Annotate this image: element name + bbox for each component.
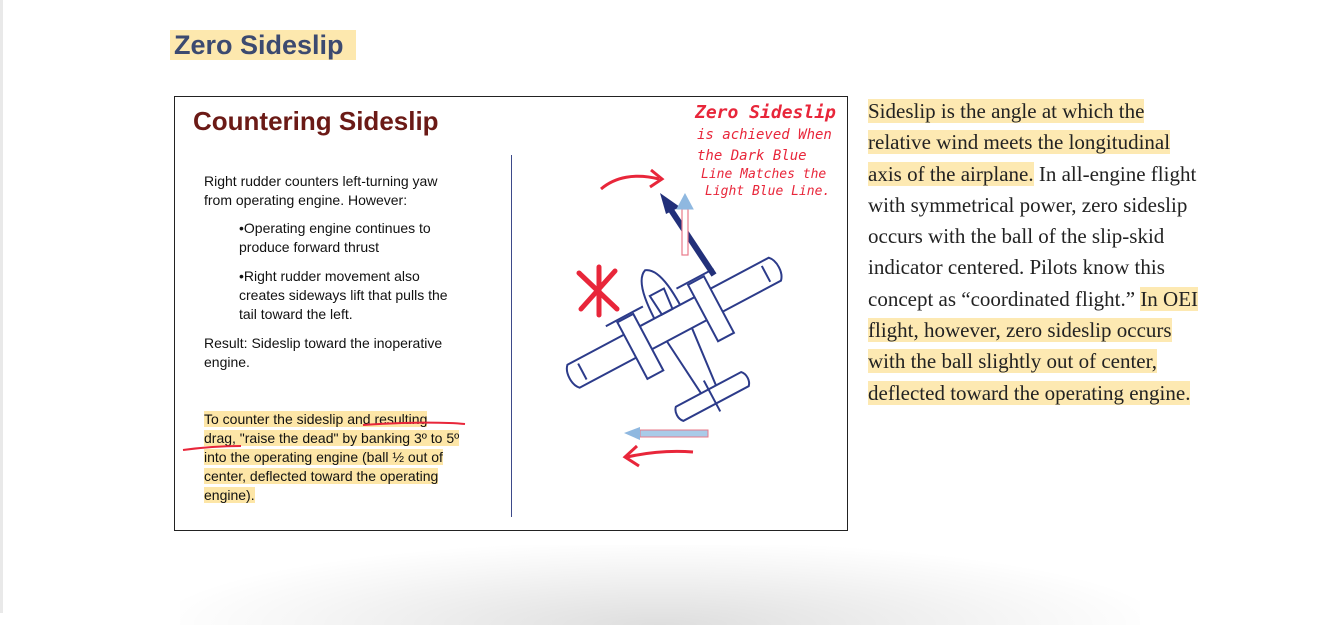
slide-intro-line: from operating engine. However:: [204, 192, 408, 208]
annotation-line: Light Blue Line.: [705, 184, 831, 199]
explanation-paragraph: [868, 96, 1208, 409]
red-underline: [183, 446, 241, 450]
bullet-line: tail toward the left.: [239, 306, 353, 322]
counter-line: center, deflected toward the operating: [204, 468, 439, 484]
handwritten-annotation: [694, 102, 836, 199]
counter-line: engine).: [204, 487, 255, 503]
bullet-line: creates sideways lift that pulls the: [239, 287, 448, 303]
airplane-icon: [555, 214, 826, 467]
counter-line: To counter the sideslip and resulting: [204, 411, 428, 427]
slide-divider: [511, 155, 512, 517]
result-line: engine.: [204, 354, 250, 370]
light-blue-arrow-tail: [624, 427, 708, 440]
red-arrow-left: [627, 451, 693, 457]
page-edge: [0, 0, 3, 613]
highlighted-oei-note: In OEI flight, however, zero sideslip occurs with the ball slightly out of center, deflected toward the operating engine.: [868, 286, 1199, 405]
slide-title: Countering Sideslip: [193, 106, 439, 136]
annotation-line: Line Matches the: [701, 167, 827, 182]
red-x-mark: [579, 267, 617, 315]
bullet-line: •Right rudder movement also: [239, 268, 420, 284]
page-title-text: Zero Sideslip: [170, 30, 356, 60]
highlighted-definition: Sideslip is the angle at which the relative wind meets the longitudinal axis of the airplane.: [868, 99, 1171, 186]
annotation-line: is achieved When: [697, 127, 832, 143]
paragraph-text: In all-engine flight with symmetrical power, zero sideslip occurs with the ball of the slip-skid indicator centered. Pilots know this concept as “coordinated flight.”: [868, 161, 1197, 311]
page-shadow: [180, 545, 1140, 625]
annotation-line: the Dark Blue: [697, 148, 807, 164]
red-underline: [363, 423, 465, 425]
counter-line: into the operating engine (ball ½ out of: [204, 449, 443, 465]
bullet-line: •Operating engine continues to: [239, 220, 431, 236]
page-title: [170, 30, 356, 61]
airplane-sideslip-figure: [555, 97, 847, 530]
bullet-line: produce forward thrust: [239, 239, 380, 255]
counter-line: drag, "raise the dead" by banking 3º to 5º: [204, 430, 460, 446]
slide-intro-line: Right rudder counters left-turning yaw: [204, 173, 438, 189]
result-line: Result: Sideslip toward the inoperative: [204, 335, 443, 351]
annotation-line: Zero Sideslip: [695, 102, 836, 123]
slide-image: [174, 96, 848, 531]
